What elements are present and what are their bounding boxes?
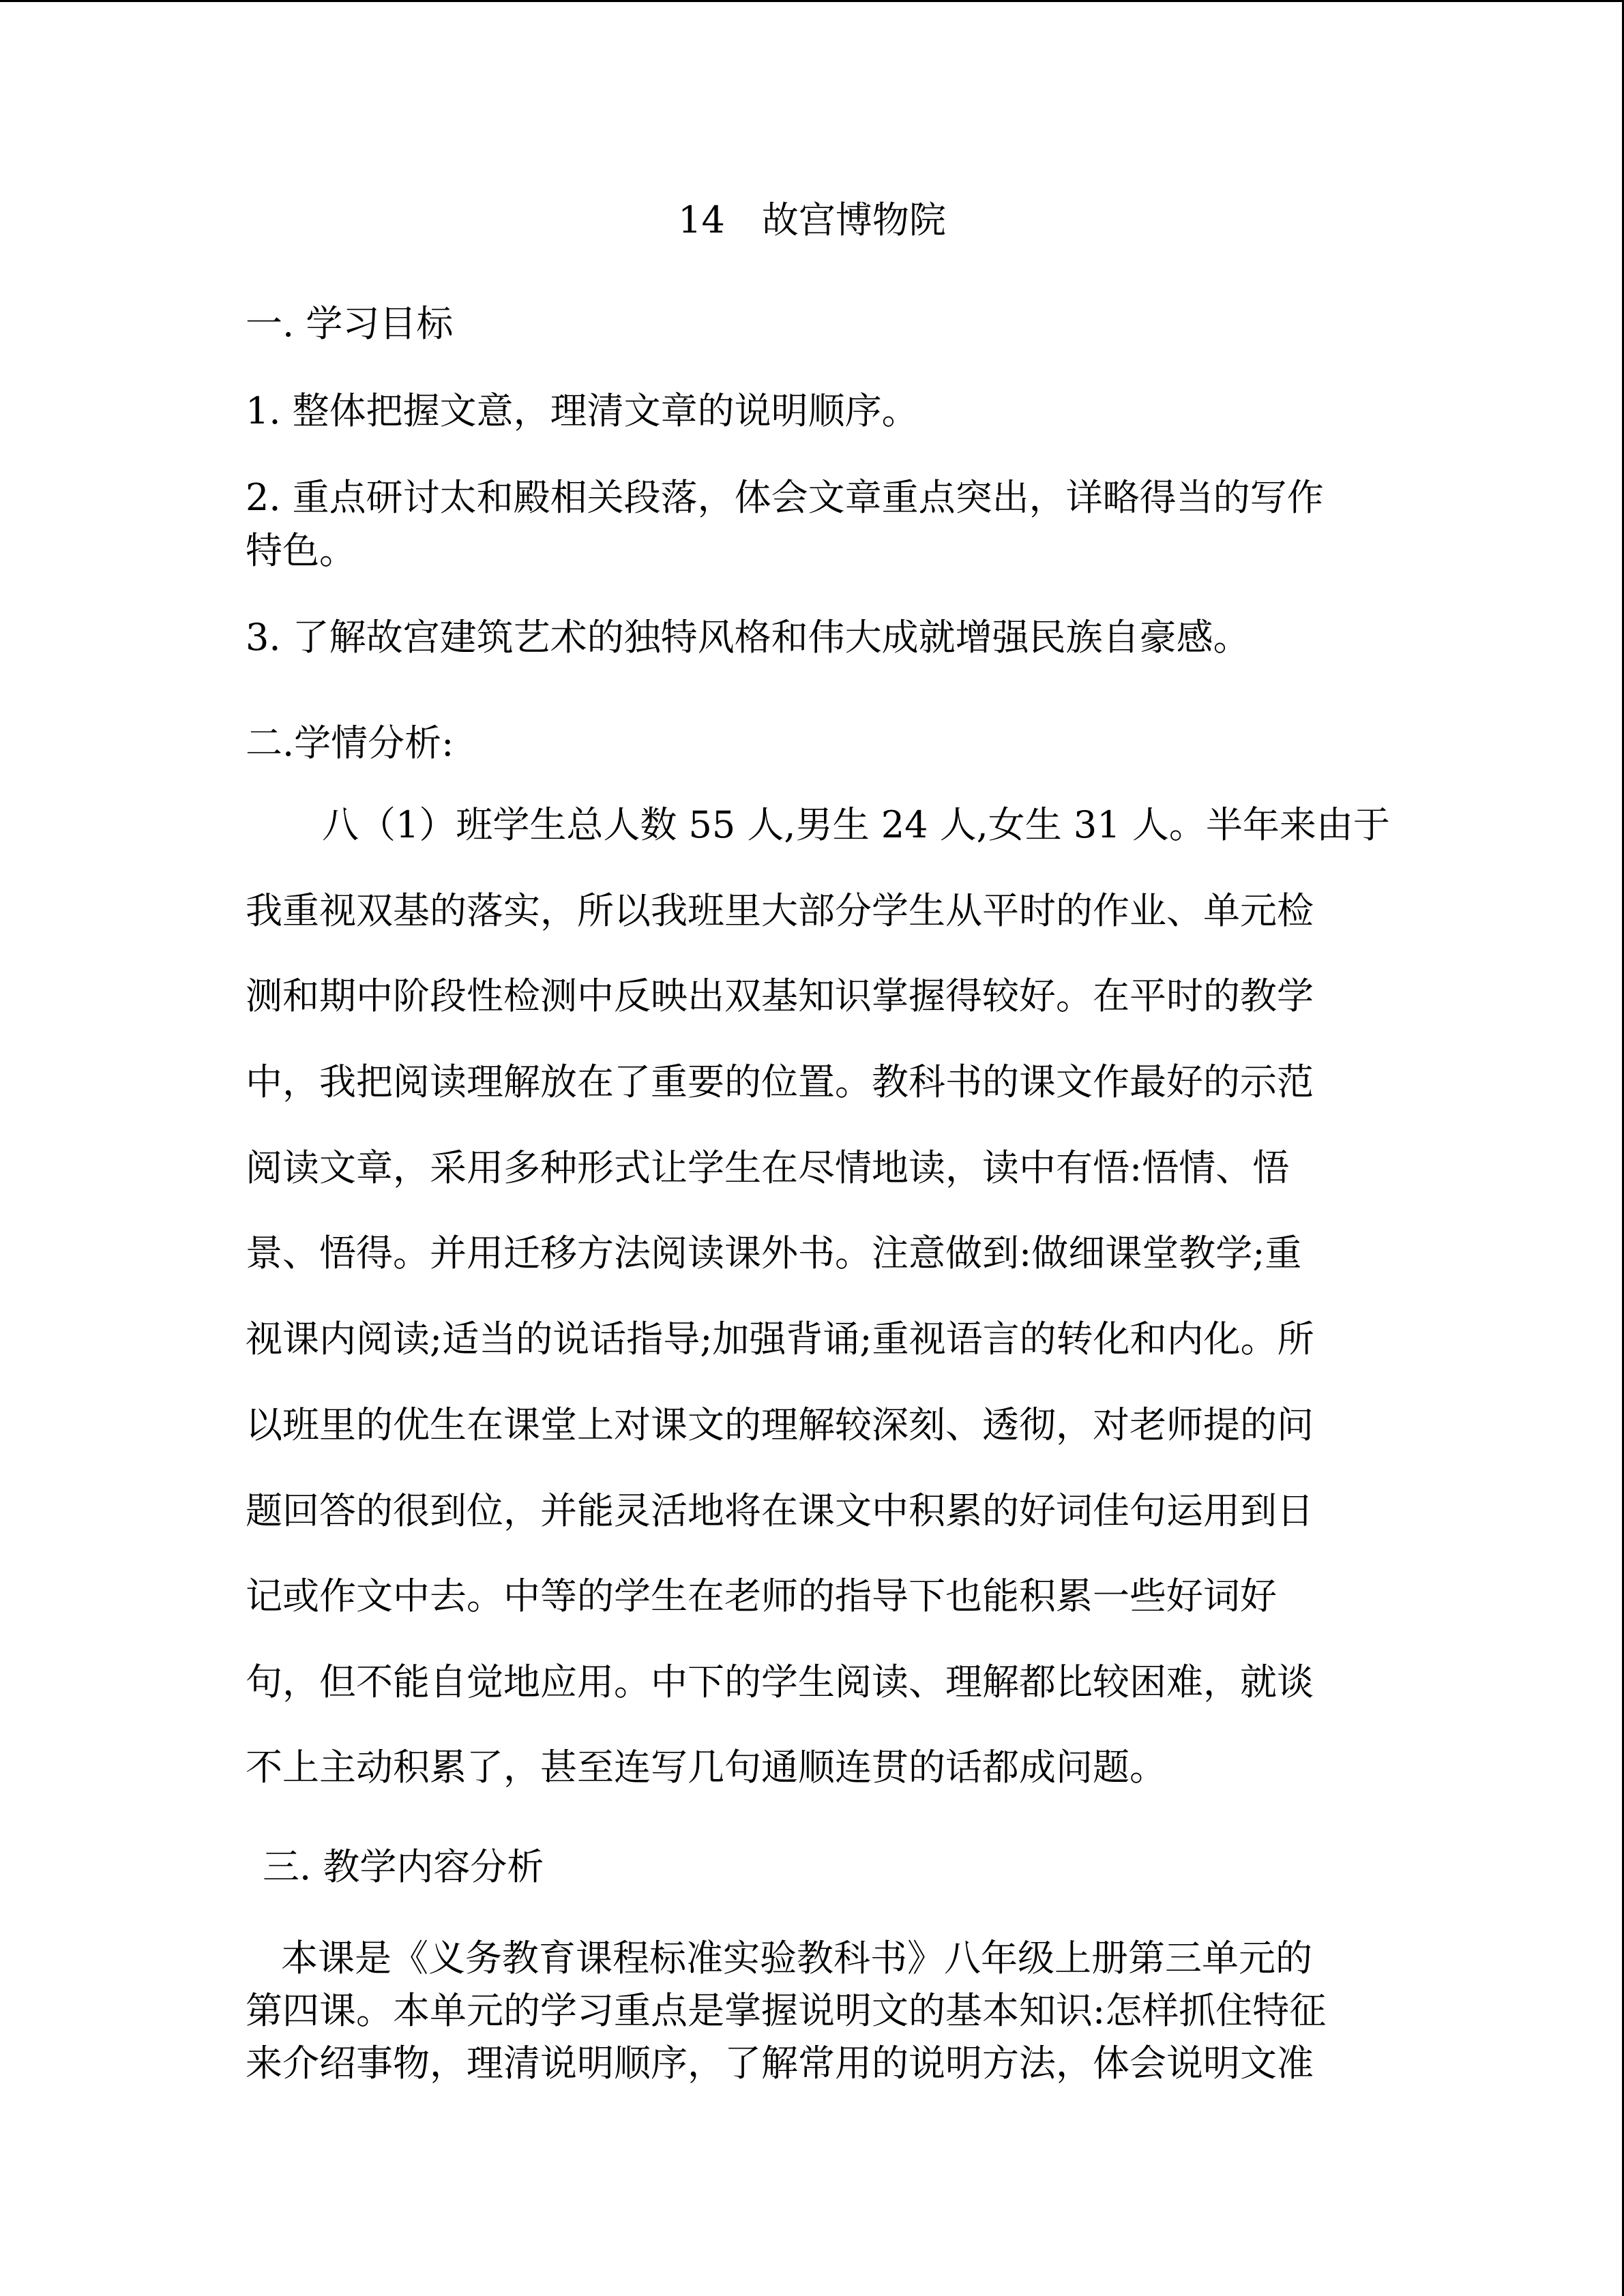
objective-item-2-line-2: 特色。 xyxy=(246,529,356,572)
analysis-line-5: 阅读文章，采用多种形式让学生在尽情地读，读中有悟:悟情、悟 xyxy=(246,1146,1290,1189)
analysis-line-12: 不上主动积累了，甚至连写几句通顺连贯的话都成问题。 xyxy=(246,1746,1166,1789)
document-title: 14 故宫博物院 xyxy=(678,198,946,241)
objective-item-2-line-1: 2. 重点研讨太和殿相关段落，体会文章重点突出，详略得当的写作 xyxy=(246,476,1324,519)
section3-heading: 三. 教学内容分析 xyxy=(263,1845,544,1888)
analysis-line-8: 以班里的优生在课堂上对课文的理解较深刻、透彻，对老师提的问 xyxy=(246,1403,1314,1446)
analysis-line-10: 记或作文中去。中等的学生在老师的指导下也能积累一些好词好 xyxy=(246,1575,1277,1617)
analysis-line-2: 我重视双基的落实，所以我班里大部分学生从平时的作业、单元检 xyxy=(246,889,1314,932)
analysis-line-3: 测和期中阶段性检测中反映出双基知识掌握得较好。在平时的教学 xyxy=(246,974,1314,1017)
analysis-line-9: 题回答的很到位，并能灵活地将在课文中积累的好词佳句运用到日 xyxy=(246,1489,1314,1532)
analysis-line-6: 景、悟得。并用迁移方法阅读课外书。注意做到:做细课堂教学;重 xyxy=(246,1232,1302,1274)
objective-item-1: 1. 整体把握文意，理清文章的说明顺序。 xyxy=(246,389,919,432)
analysis-line-7: 视课内阅读;适当的说话指导;加强背诵;重视语言的转化和内化。所 xyxy=(246,1317,1314,1360)
content-line-2: 第四课。本单元的学习重点是掌握说明文的基本知识:怎样抓住特征 xyxy=(246,1989,1327,2032)
objective-item-3: 3. 了解故宫建筑艺术的独特风格和伟大成就增强民族自豪感。 xyxy=(246,616,1250,659)
content-line-3: 来介绍事物，理清说明顺序，了解常用的说明方法，体会说明文准 xyxy=(246,2042,1314,2085)
analysis-line-11: 句，但不能自觉地应用。中下的学生阅读、理解都比较困难，就谈 xyxy=(246,1660,1314,1703)
analysis-line-1: 八（1）班学生总人数 55 人,男生 24 人,女生 31 人。半年来由于 xyxy=(322,803,1390,846)
analysis-line-4: 中，我把阅读理解放在了重要的位置。教科书的课文作最好的示范 xyxy=(246,1060,1314,1103)
content-line-1: 本课是《义务教育课程标准实验教科书》八年级上册第三单元的 xyxy=(281,1937,1312,1980)
section2-heading: 二.学情分析: xyxy=(246,721,454,764)
section1-heading: 一. 学习目标 xyxy=(246,302,454,345)
